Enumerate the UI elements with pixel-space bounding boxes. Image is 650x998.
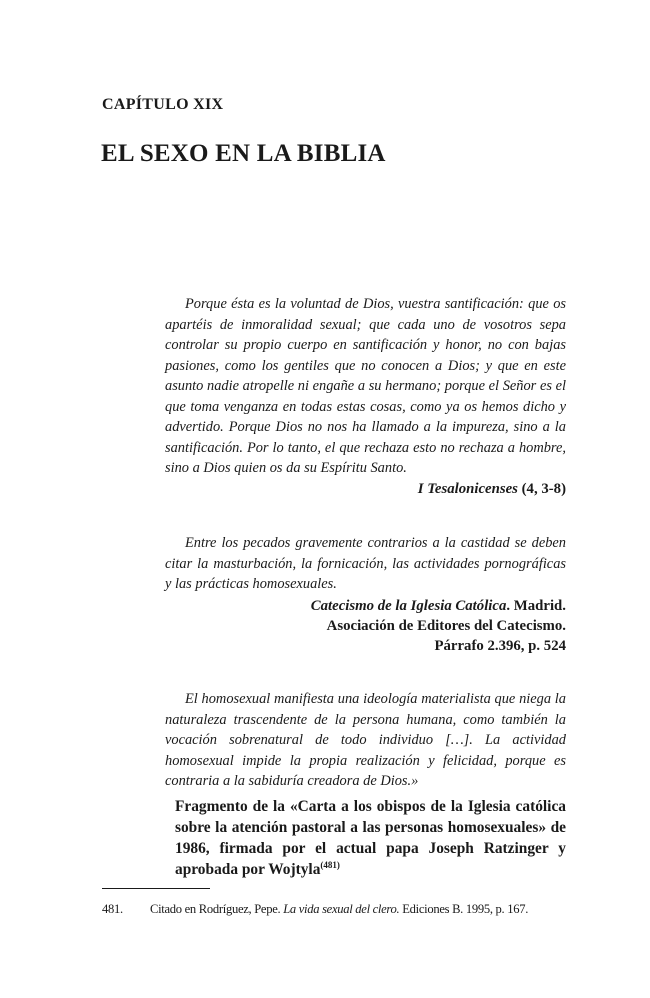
footnote-text-before: Citado en Rodríguez, Pepe. bbox=[150, 902, 284, 916]
epigraph-citation bbox=[165, 596, 566, 656]
epigraph-thessalonians bbox=[165, 294, 566, 499]
epigraph-text: El homosexual manifiesta una ideología materialista que niega la naturaleza trascendente de la persona humana, como también la vocación sobrenatural de todo individuo […]. La actividad homosexual impide la propia realización y felicidad, porque es contraria a la sabiduría creadora de Dios.» bbox=[165, 691, 566, 789]
citation-text: Fragmento de la «Carta a los obispos de la Iglesia católica sobre la atención pastoral a las personas homosexuales» de 1986, firmada por el actual papa Joseph Ratzinger y aprobada por Wojtyla bbox=[175, 797, 566, 878]
chapter-title: EL SEXO EN LA BIBLIA bbox=[101, 140, 386, 167]
citation-source-title: I Tesalonicenses bbox=[417, 480, 518, 497]
citation-reference: (4, 3-8) bbox=[517, 480, 566, 497]
citation-publisher: Asociación de Editores del Catecismo. bbox=[326, 617, 566, 634]
footnote-divider bbox=[102, 888, 210, 889]
footnote-marker[interactable]: (481) bbox=[320, 859, 340, 870]
chapter-label: CAPÍTULO XIX bbox=[102, 96, 224, 113]
epigraph-letter bbox=[165, 689, 566, 880]
epigraph-text: Entre los pecados gravemente contrarios a la castidad se deben citar la masturbación, la fornicación, las actividades pornográficas y las prácticas homosexuales. bbox=[165, 535, 566, 592]
footnote-text-after: Ediciones B. 1995, p. 167. bbox=[399, 902, 529, 916]
footnote bbox=[102, 902, 572, 917]
citation-source-title: Catecismo de la Iglesia Católica bbox=[310, 597, 507, 614]
citation-place: . Madrid. bbox=[506, 597, 566, 614]
epigraph-catechism bbox=[165, 533, 566, 656]
citation-reference: Párrafo 2.396, p. 524 bbox=[434, 637, 566, 654]
epigraph-citation bbox=[165, 479, 566, 500]
epigraph-text: Porque ésta es la voluntad de Dios, vuestra santificación: que os apartéis de inmoralidad sexual; que cada uno de vosotros sepa controlar su propio cuerpo en santificación y honor, no con bajas pasiones, como los gentiles que no conocen a Dios; y que en este asunto nadie atropelle ni engañe a su hermano; porque el Señor es el que toma venganza en todas estas cosas, como ya os hemos dicho y advertido. Porque Dios no nos ha llamado a la impureza, sino a la santificación. Por lo tanto, el que rechaza esto no rechaza a hombre, sino a Dios quien os da su Espíritu Santo. bbox=[165, 296, 566, 476]
footnote-title: La vida sexual del clero. bbox=[283, 902, 400, 916]
footnote-number: 481. bbox=[102, 902, 123, 916]
epigraph-citation bbox=[175, 796, 566, 880]
